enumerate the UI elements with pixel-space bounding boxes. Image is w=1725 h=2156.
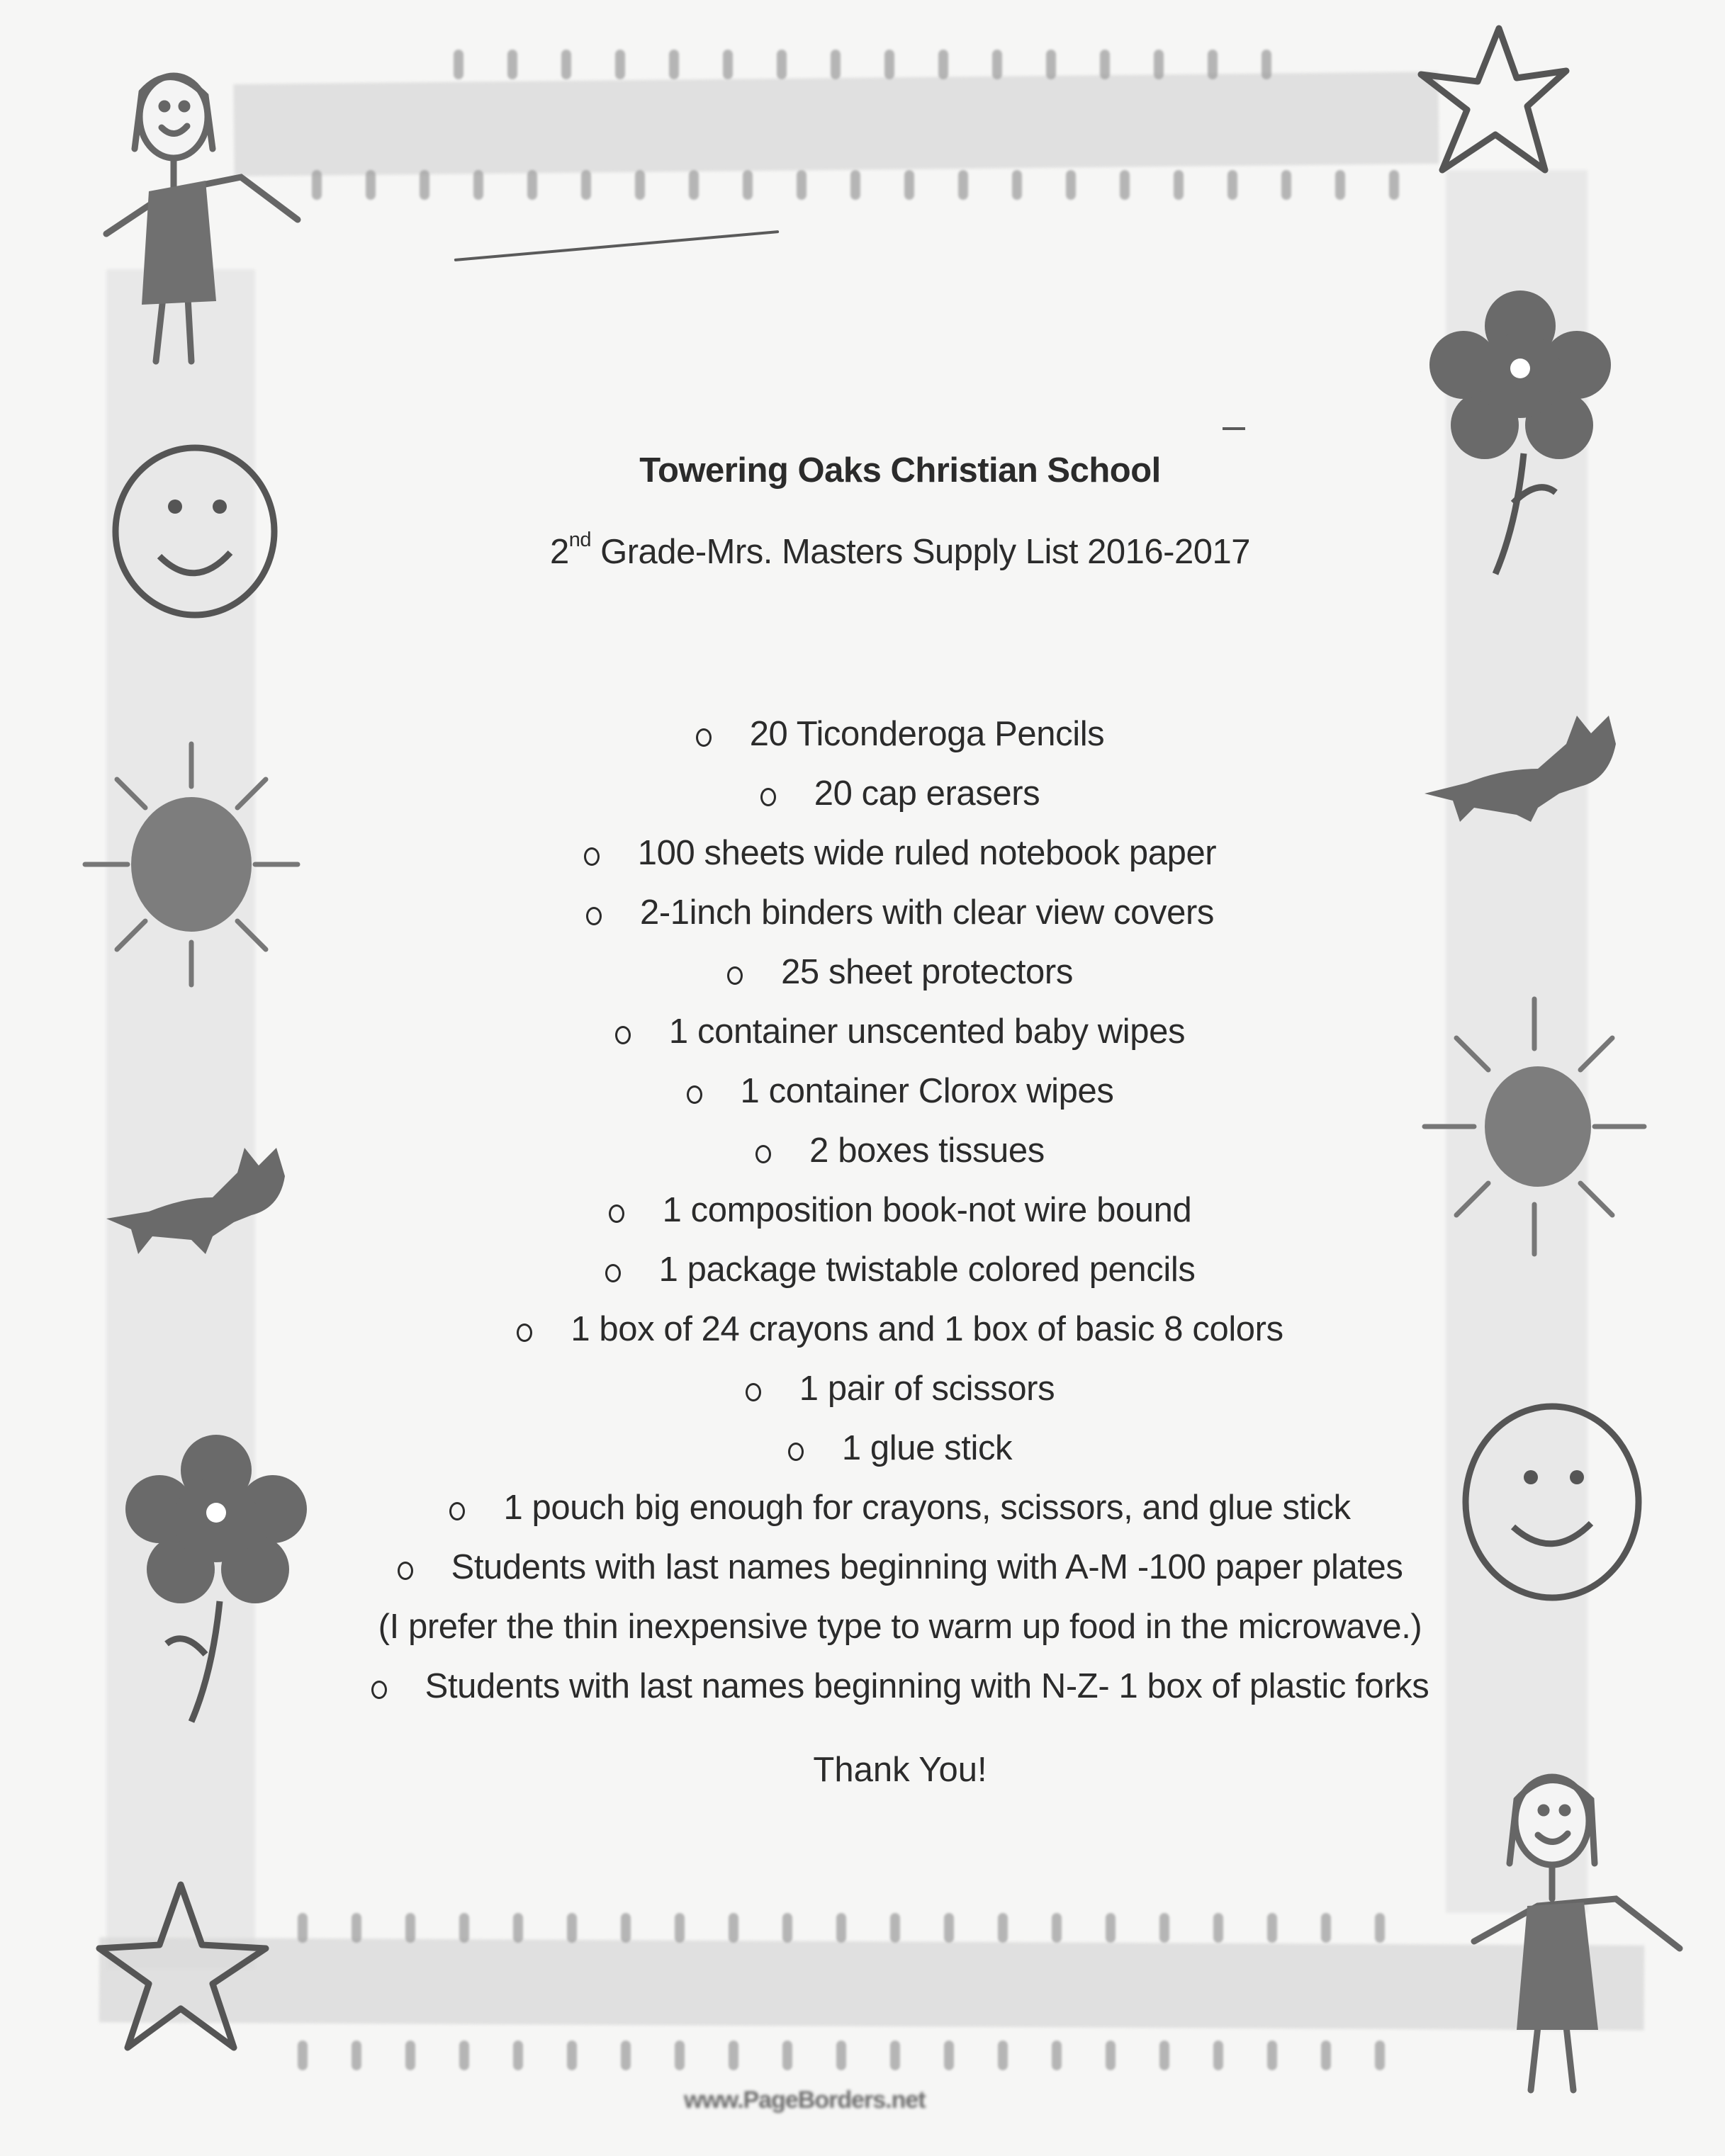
page-title <box>269 529 1531 571</box>
grade-suffix: nd <box>568 529 592 551</box>
border-dashes <box>298 1913 1385 1943</box>
list-item: 1 composition book-not wire bound <box>269 1180 1531 1240</box>
supply-list <box>269 704 1531 1716</box>
list-item: 1 package twistable colored pencils <box>269 1240 1531 1299</box>
star-icon <box>1407 21 1570 177</box>
bullet-circle-icon <box>605 1264 621 1282</box>
girl-stick-figure-icon <box>99 64 312 361</box>
list-item: 25 sheet protectors <box>269 942 1531 1002</box>
list-item: 1 container unscented baby wipes <box>269 1002 1531 1061</box>
list-item: 1 pouch big enough for crayons, scissors, and glue stick <box>269 1478 1531 1537</box>
bullet-circle-icon <box>760 788 776 806</box>
bullet-circle-icon <box>746 1383 761 1401</box>
bullet-circle-icon <box>584 847 600 866</box>
list-item: Students with last names beginning with N-Z- 1 box of plastic forks <box>269 1656 1531 1716</box>
supply-list-content <box>269 453 1531 1788</box>
bullet-circle-icon <box>696 728 712 747</box>
title-rest: Grade-Mrs. Masters Supply List 2016-2017 <box>591 533 1250 571</box>
pen-mark <box>1223 427 1245 430</box>
closing-text: Thank You! <box>813 1751 987 1789</box>
bullet-circle-icon <box>727 966 743 985</box>
border-band-bottom <box>99 1937 1645 2030</box>
school-name: Towering Oaks Christian School <box>639 451 1161 490</box>
border-dashes <box>298 2041 1385 2070</box>
bullet-circle-icon <box>755 1145 771 1163</box>
bullet-circle-icon <box>371 1681 387 1699</box>
bullet-circle-icon <box>687 1085 702 1104</box>
list-item: Students with last names beginning with A-M -100 paper plates <box>269 1537 1531 1597</box>
bullet-circle-icon <box>449 1502 465 1520</box>
list-item: 2 boxes tissues <box>269 1121 1531 1180</box>
list-item: 1 glue stick <box>269 1418 1531 1478</box>
bullet-circle-icon <box>788 1443 804 1461</box>
bullet-circle-icon <box>517 1323 532 1342</box>
bullet-circle-icon <box>398 1562 413 1580</box>
list-note: (I prefer the thin inexpensive type to warm up food in the microwave.) <box>378 1608 1422 1646</box>
list-item: 100 sheets wide ruled notebook paper <box>269 823 1531 883</box>
smiley-face-icon <box>106 439 283 623</box>
border-band-top <box>233 72 1439 176</box>
list-item: 1 container Clorox wipes <box>269 1061 1531 1121</box>
girl-stick-figure-icon <box>1460 1757 1694 2097</box>
bullet-circle-icon <box>615 1026 631 1044</box>
border-dashes <box>454 50 1271 79</box>
border-dashes <box>312 170 1399 200</box>
list-item: 20 cap erasers <box>269 764 1531 823</box>
watermark: www.PageBorders.net <box>684 2087 926 2113</box>
grade-number: 2 <box>549 533 569 571</box>
bullet-circle-icon <box>609 1204 624 1223</box>
list-item: 20 Ticonderoga Pencils <box>269 704 1531 764</box>
list-item: 1 pair of scissors <box>269 1359 1531 1418</box>
pen-mark <box>454 230 780 261</box>
list-item: 2-1inch binders with clear view covers <box>269 883 1531 942</box>
star-icon <box>92 1878 276 2055</box>
bullet-circle-icon <box>586 907 602 925</box>
list-item: 1 box of 24 crayons and 1 box of basic 8 colors <box>269 1299 1531 1359</box>
